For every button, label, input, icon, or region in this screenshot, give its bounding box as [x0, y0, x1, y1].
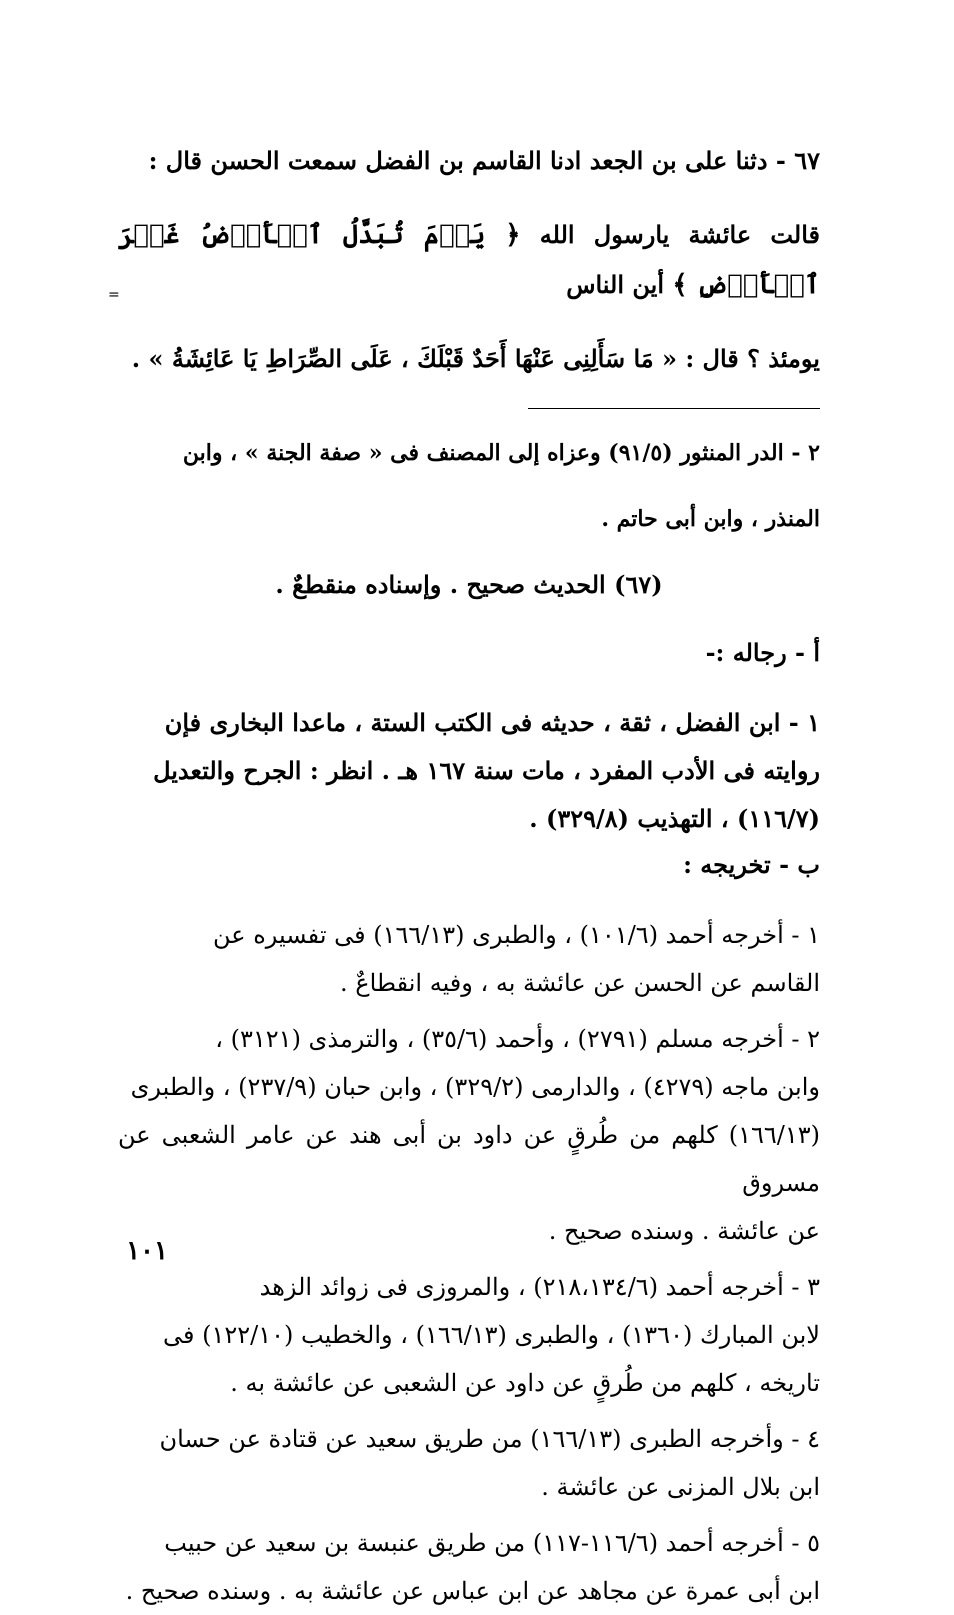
page-body [118, 112, 820, 1615]
takhrij-heading: ب - تخريجه : [683, 850, 820, 879]
takhrij-item-line: ابن بلال المزنى عن عائشة . [541, 1473, 820, 1501]
hadith-text [118, 136, 820, 384]
takhrij-item-line: وابن ماجه (٤٢٧٩) ، والدارمى (٣٢٩/٢) ، وابن حبان (٢٣٧/٩) ، والطبرى [130, 1073, 820, 1101]
hadith-line-2-pre: قالت عائشة يارسول الله [539, 220, 821, 249]
takhrij-item-line: القاسم عن الحسن عن عائشة به ، وفيه انقطاعٌ . [340, 969, 820, 997]
rijal-line-3: (١١٦/٧) ، التهذيب (٣٢٩/٨) . [529, 804, 820, 833]
hadith-line-3: يومئذ ؟ قال : « مَا سَأَلِنِى عَنْهَا أَحَدٌ قَبْلَكَ ، عَلَى الصِّرَاطِ يَا عَائِشَةُ » . [131, 344, 820, 373]
takhrij-item [118, 1015, 820, 1255]
takhrij-item-line: تاريخه ، كلهم من طُرقٍ عن داود عن الشعبى عن عائشة به . [230, 1369, 820, 1397]
takhrij-item-line: عن عائشة . وسنده صحيح . [548, 1217, 820, 1245]
quran-verse: ﴿ يَوۡمَ تُبَدَّلُ ٱلۡأَرۡضُ غَيۡرَ ٱلۡأَرۡضِ ﴾ [118, 220, 820, 300]
takhrij-item-line: لابن المبارك (١٣٦٠) ، والطبرى (١٦٦/١٣) ، والخطيب (١٢٢/١٠) فى [163, 1321, 820, 1349]
takhrij-item-line: ١ - أخرجه أحمد (١٠١/٦) ، والطبرى (١٦٦/١٣) فى تفسيره عن [212, 921, 820, 949]
takhrij-list [118, 911, 820, 1615]
footnote-line-1: ٢ - الدر المنثور (٩١/٥) وعزاه إلى المصنف فى « صفة الجنة » ، وابن [182, 440, 820, 466]
rijal-line-2: روايته فى الأدب المفرد ، مات سنة ١٦٧ هـ . انظر : الجرح والتعديل [153, 756, 820, 785]
rijal-line-1: ١ - ابن الفضل ، ثقة ، حديثه فى الكتب الستة ، ماعدا البخارى فإن [164, 708, 820, 737]
footnote-separator [528, 408, 820, 409]
takhrij-item [118, 1263, 820, 1407]
takhrij-item-line: ٥ - أخرجه أحمد (١١٦/٦-١١٧) من طريق عنبسة بن سعيد عن حبيب [164, 1529, 820, 1557]
hadith-line-2 [118, 210, 820, 310]
takhrij-item-line: ابن أبى عمرة عن مجاهد عن ابن عباس عن عائشة به . وسنده صحيح . [125, 1577, 820, 1605]
takhrij-item [118, 911, 820, 1007]
page-number: ١٠١ [126, 1236, 168, 1266]
footnote [118, 431, 820, 541]
rijal-paragraph [118, 699, 820, 843]
rijal-heading: أ - رجاله :- [705, 638, 820, 667]
footnote-line-2: المنذر ، وابن أبى حاتم . [601, 506, 820, 532]
takhrij-item-line: ٢ - أخرجه مسلم (٢٧٩١) ، وأحمد (٣٥/٦) ، والترمذى (٣١٢١) ، [215, 1025, 820, 1053]
takhrij-item-line: ٣ - أخرجه أحمد (٢١٨،١٣٤/٦) ، والمروزى فى زوائد الزهد [259, 1273, 820, 1301]
footnote-continuation-mark: = [108, 287, 120, 303]
hadith-line-2-post: أين الناس [566, 270, 664, 299]
takhrij-item-line: (١٦٦/١٣) كلهم من طُرقٍ عن داود بن أبى هند عن عامر الشعبى عن مسروق [118, 1121, 820, 1197]
hadith-grade: (٦٧) الحديث صحيح . وإسناده منقطعٌ . [275, 570, 663, 599]
takhrij-item [118, 1519, 820, 1615]
takhrij-item-line: ٤ - وأخرجه الطبرى (١٦٦/١٣) من طريق سعيد عن قتادة عن حسان [159, 1425, 820, 1453]
takhrij-item [118, 1415, 820, 1511]
hadith-line-1: ٦٧ - دثنا على بن الجعد ادنا القاسم بن الفضل سمعت الحسن قال : [148, 146, 820, 175]
